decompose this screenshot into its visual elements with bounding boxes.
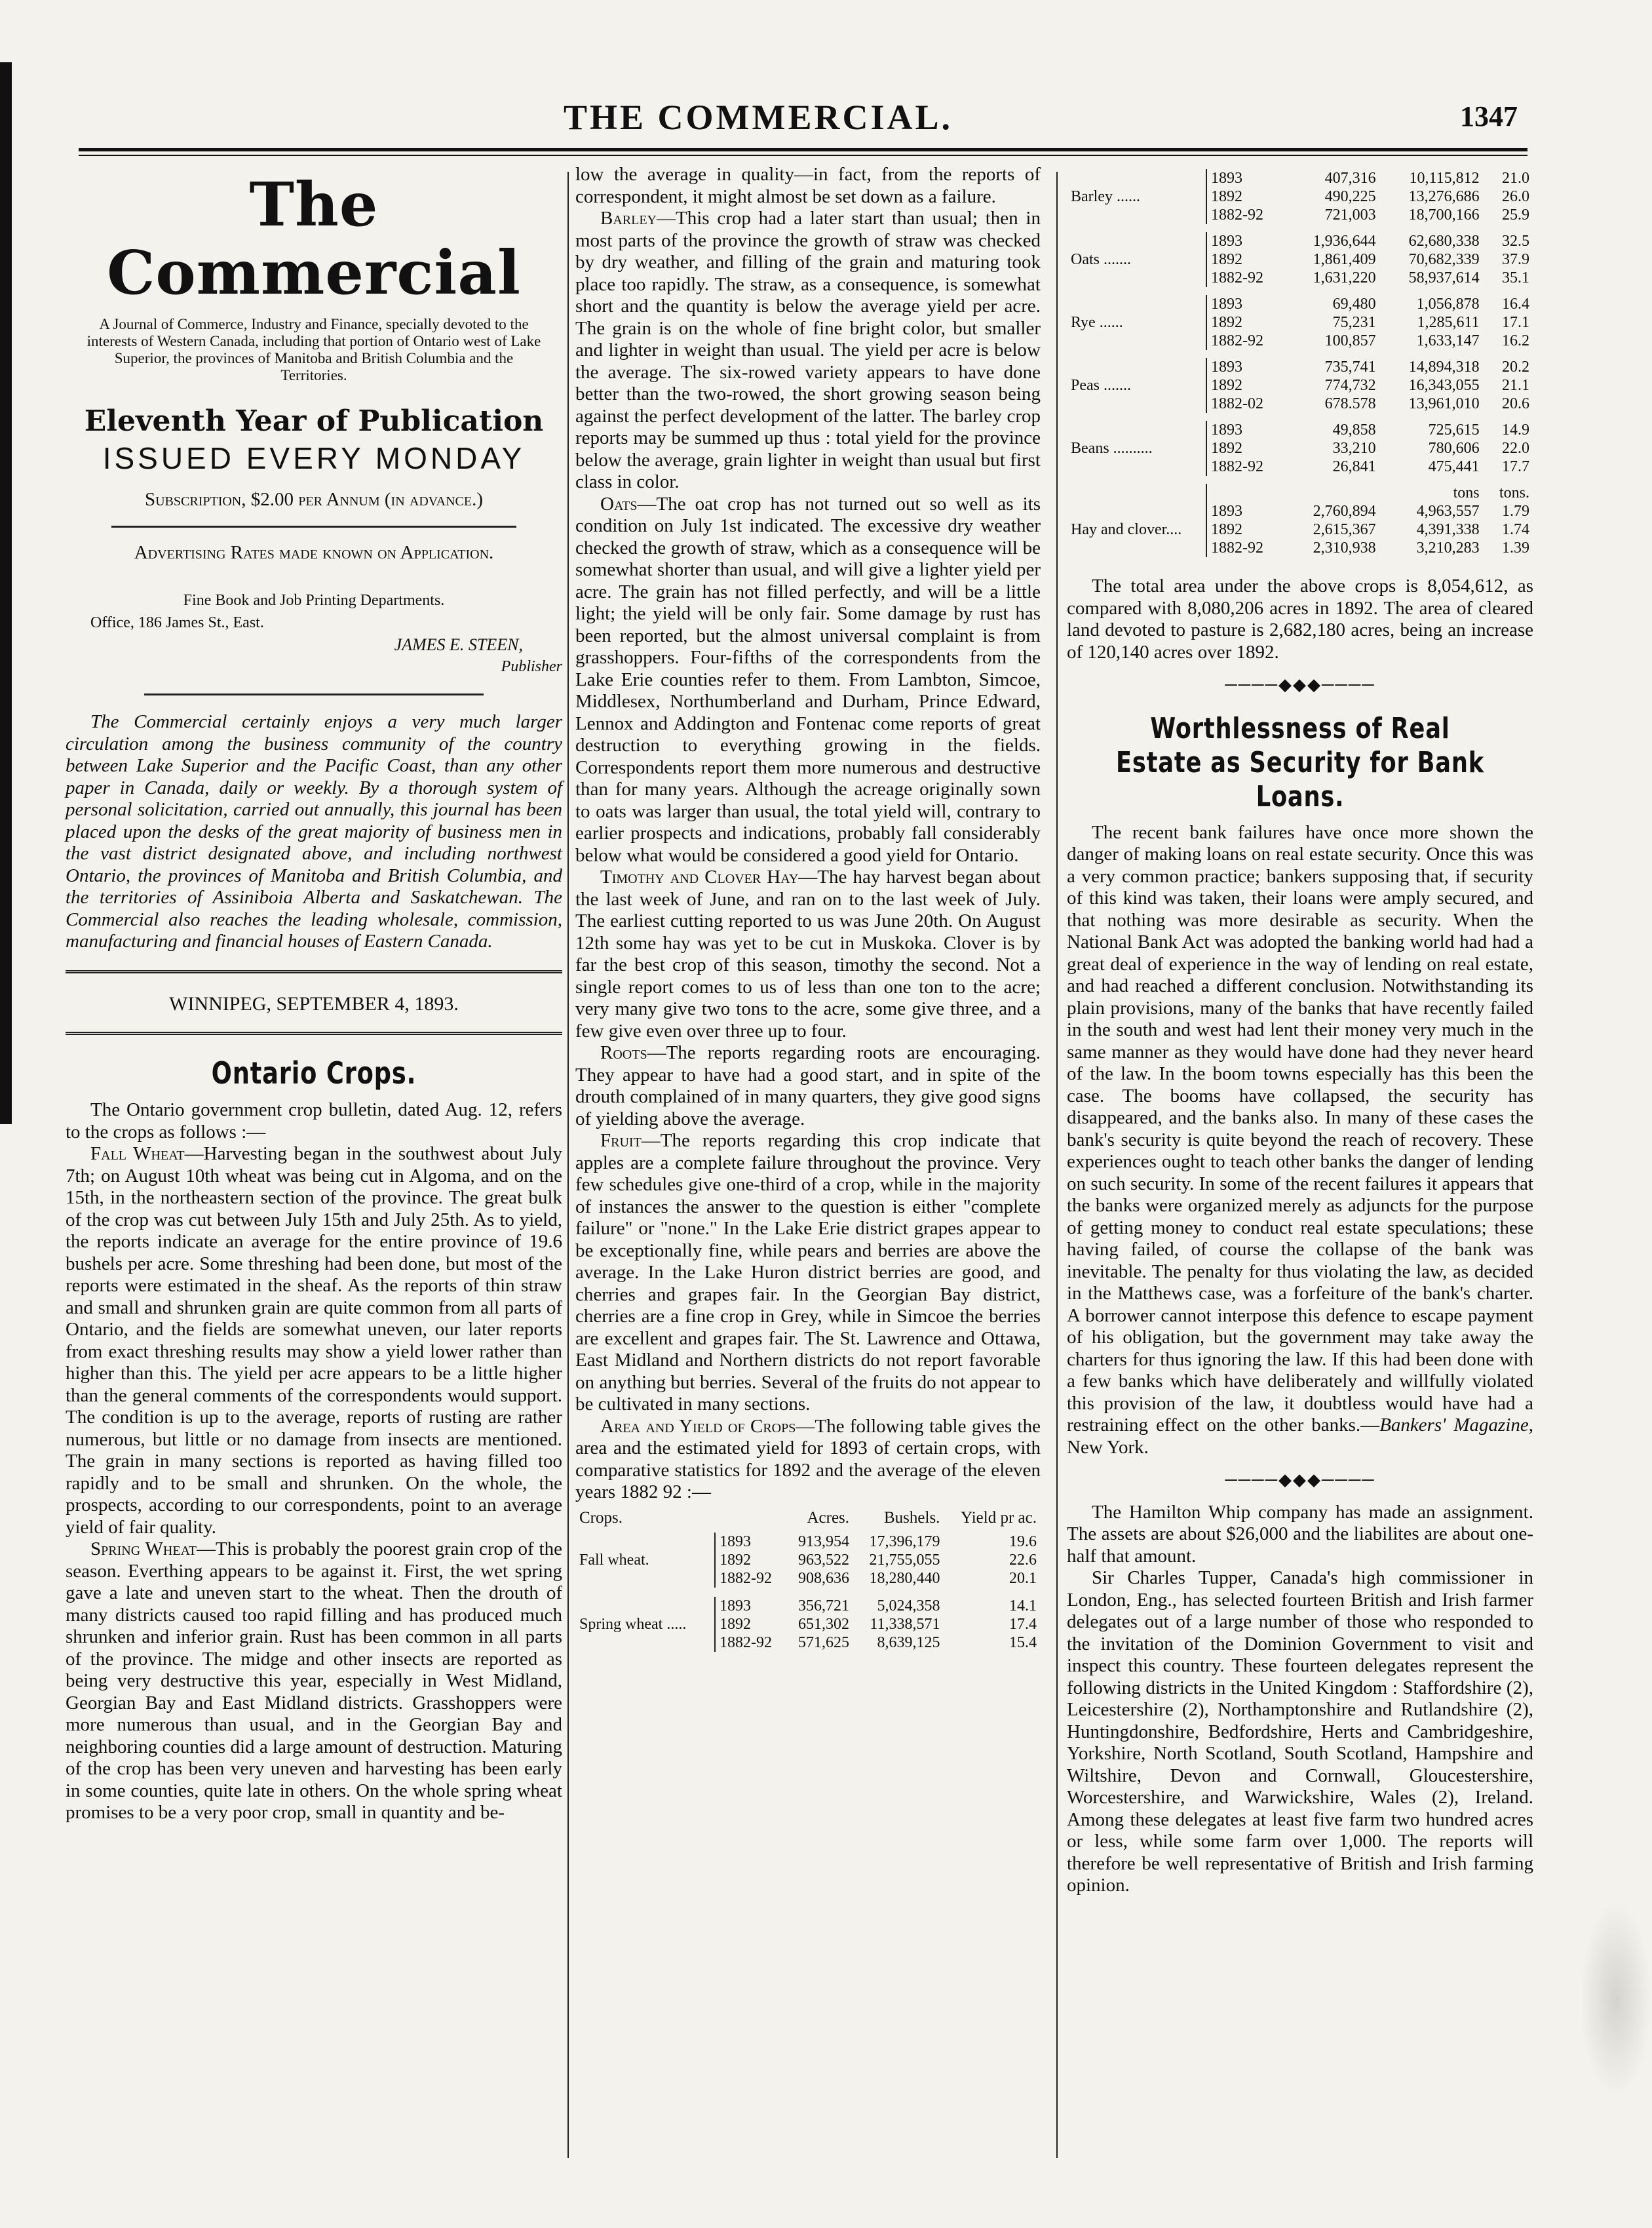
value-cell: 26.0	[1502, 188, 1529, 205]
value-cell	[1286, 484, 1379, 502]
table-row	[1067, 206, 1533, 224]
value-cell: 16,343,055	[1408, 377, 1480, 394]
column-3	[1067, 164, 1533, 1897]
value-cell: 18,280,440	[869, 1569, 940, 1587]
value-cell: 25.9	[1502, 206, 1529, 224]
barley-paragraph: Barley—This crop had a later start than usual; then in most parts of the province the growth of straw was checked by dry weather, and filling of the grain and maturing took place too rapidly. The straw, as a consequence, is somewhat short and the quantity is below the average yield per acre. The grain is on the whole of fine bright color, but smaller and lighter in weight than usual. The yield per acre is below the average. The six-rowed variety appears to have done better than the two-rowed, the short growing season being against the perfect development of the latter. The barley crop reports may be summed up thus : total yield for the province below the average, grain lighter in weight than usual but first class in color.	[575, 208, 1041, 492]
value-cell: 14,894,318	[1408, 359, 1480, 376]
value-cell: 4,391,338	[1416, 521, 1480, 538]
value-cell: 16.4	[1502, 296, 1529, 313]
article-title-ontario-crops: Ontario Crops.	[211, 1055, 417, 1091]
area-paragraph: Area and Yield of Crops—The following table gives the area and the estimated yield for 1893 of certain crops, with comparative statistics for 1892 and the average of the eleven years 1882 92 :—	[575, 1415, 1041, 1502]
running-head: THE COMMERCIAL.	[564, 98, 953, 137]
roots-paragraph: Roots—The reports regarding roots are encouraging. They appear to have had a good start, and in spite of the drouth complained of in many quarters, they give good signs of yielding above the average.	[575, 1042, 1041, 1129]
spring-wheat-continued: low the average in quality—in fact, from the reports of correspondent, it might almost be set down as a failure.	[575, 164, 1041, 207]
value-cell: 1,285,611	[1417, 314, 1480, 331]
crop-name	[1067, 269, 1206, 287]
column-rule	[567, 172, 569, 2158]
value-cell: 8,639,125	[877, 1633, 940, 1651]
value-cell: 735,741	[1324, 359, 1376, 376]
year-cell: 1893	[1206, 169, 1286, 187]
crop-name	[1067, 232, 1206, 250]
year-cell: 1893	[1206, 421, 1286, 439]
hamilton-item: The Hamilton Whip company has made an assignment. The assets are about $26,000 and the liabilites are about one-half that amount.	[1067, 1501, 1533, 1567]
table-row	[1067, 520, 1533, 539]
year-cell: 1893	[715, 1533, 785, 1551]
crop-name: Fall wheat.	[579, 1551, 649, 1569]
crop-name	[575, 1597, 715, 1615]
value-cell: 15.4	[1009, 1633, 1037, 1651]
table-row	[1067, 232, 1533, 250]
value-cell: 10,115,812	[1409, 170, 1480, 187]
value-cell: 407,316	[1324, 170, 1376, 187]
advertising-line: Advertising Rates made known on Application.	[134, 541, 494, 563]
spacer-row	[575, 1652, 1041, 1661]
spacer-row	[1067, 287, 1533, 295]
value-cell: 908,636	[798, 1569, 850, 1587]
table-row	[1067, 395, 1533, 413]
value-cell: 2,310,938	[1313, 539, 1376, 557]
value-cell: 14.9	[1502, 421, 1529, 439]
value-cell: 5,024,358	[877, 1597, 940, 1614]
value-cell: 1.39	[1502, 539, 1529, 557]
value-cell: 20.2	[1502, 359, 1529, 376]
value-cell: 13,961,010	[1408, 395, 1480, 412]
publisher-name: JAMES E. STEEN,	[394, 635, 523, 654]
circulation-notice: The Commercial certainly enjoys a very much larger circulation among the business community of the country between Lake Superior and the Pacific Coast, than any other paper in Canada, daily or weekly. By a thorough system of personal solicitation, carried out annually, this journal has been placed upon the desks of the great majority of business men in the vast district designated above, and including northwest Ontario, the provinces of Manitoba and British Columbia, and the territories of Assiniboia Alberta and Saskatchewan. The Commercial also reaches the leading wholesale, commission, manufacturing and financial houses of Eastern Canada.	[66, 711, 562, 952]
spacer-row	[1067, 224, 1533, 232]
value-cell: 20.6	[1502, 395, 1529, 412]
table-row	[1067, 484, 1533, 502]
value-cell: 75,231	[1332, 314, 1376, 331]
hay-paragraph: Timothy and Clover Hay—The hay harvest began about the last week of June, and ran on to the last week of July. The earliest cutting reported to us was June 20th. On August 12th some hay was yet to be cut in Muskoka. Clover is by far the best crop of this season, timothy the second. Not a single report comes to us of less than one ton to the acre; very many give two tons to the acre, some give three, and a few give even over three up to four.	[575, 867, 1041, 1042]
value-cell: 100,857	[1324, 332, 1376, 349]
year-cell: 1882-92	[715, 1633, 785, 1652]
scan-smudge	[1580, 1901, 1652, 2098]
column-header: Bushels.	[884, 1508, 940, 1527]
table-row	[1067, 313, 1533, 332]
value-cell: 356,721	[798, 1597, 850, 1614]
value-cell: 963,522	[798, 1551, 850, 1569]
column-header: Crops.	[579, 1508, 623, 1527]
ornament-divider: ────◆◆◆────	[1225, 1470, 1375, 1489]
value-cell: 1,633,147	[1416, 332, 1480, 349]
table-row	[575, 1569, 1041, 1588]
year-cell: 1892	[1206, 187, 1286, 206]
value-cell: 69,480	[1332, 296, 1376, 313]
issue-frequency: ISSUED EVERY MONDAY	[102, 441, 526, 475]
crop-name	[1067, 484, 1206, 502]
year-cell: 1893	[1206, 358, 1286, 376]
value-cell: 1,936,644	[1313, 233, 1376, 250]
year-cell: 1882-92	[715, 1569, 785, 1588]
value-cell: 913,954	[798, 1533, 850, 1550]
ornament-divider: ────◆◆◆────	[1225, 675, 1375, 694]
article-title-banks: Worthlessness of Real Estate as Security for Bank Loans.	[1116, 711, 1484, 813]
year-cell: 1893	[1206, 502, 1286, 520]
crop-name: Rye ......	[1071, 314, 1123, 331]
crop-summary: The total area under the above crops is 8,054,612, as compared with 8,080,206 acres in 1892. The area of cleared land devoted to pasture is 2,682,180 acres, being an increase of 120,140 acres over 1892.	[1067, 576, 1533, 663]
double-rule	[66, 1032, 562, 1038]
value-cell: 2,615,367	[1313, 521, 1376, 538]
value-cell: 35.1	[1502, 269, 1529, 286]
table-row	[575, 1615, 1041, 1633]
year-cell: 1893	[1206, 232, 1286, 250]
value-cell: 1.74	[1502, 521, 1529, 538]
crop-name	[575, 1633, 715, 1652]
spacer-row	[1067, 476, 1533, 484]
year-cell: 1893	[1206, 295, 1286, 313]
table-row	[1067, 269, 1533, 287]
masthead-description: A Journal of Commerce, Industry and Finance, specially devoted to the interests of Western Canada, including that portion of Ontario west of Lake Superior, the provinces of Manitoba and British Columbia and the Territories.	[86, 316, 541, 383]
crop-name	[1067, 358, 1206, 376]
table-row	[1067, 458, 1533, 476]
crop-name	[575, 1569, 715, 1588]
value-cell: 21.0	[1502, 170, 1529, 187]
crop-name	[1067, 295, 1206, 313]
crop-name	[1067, 421, 1206, 439]
crop-name	[1067, 169, 1206, 187]
value-cell: 3,210,283	[1416, 539, 1480, 557]
year-cell: 1882-92	[1206, 332, 1286, 350]
crop-name: Beans ..........	[1071, 440, 1153, 457]
crop-name: Spring wheat .....	[579, 1615, 687, 1633]
spring-wheat-paragraph: Spring Wheat—This is probably the poorest grain crop of the season. Everthing appears to be against it. First, the wet spring gave a late and uneven start to the wheat. Then the drouth of many districts caused too rapid filling and has produced much shrunken and inferior grain. Rust has been common in all parts of the province. The midge and other insects are reported as being very destructive this year, especially in West Midland, Georgian Bay and East Midland districts. Grasshoppers were more numerous than usual, and in the Georgian Bay and neighboring counties did a large amount of destruction. Maturing of the crop has been very uneven and harvesting has been early in some counties, quite late in others. On the whole spring wheat promises to be a very poor crop, small in quantity and be-	[66, 1538, 562, 1823]
column-1	[66, 164, 562, 1824]
crop-name	[1067, 502, 1206, 520]
value-cell: 1,631,220	[1313, 269, 1376, 286]
printing-line: Fine Book and Job Printing Departments.	[183, 592, 445, 609]
value-cell: 13,276,686	[1408, 188, 1480, 205]
table-row	[575, 1533, 1041, 1551]
masthead-title: The Commercial	[107, 169, 521, 308]
value-cell: 11,338,571	[870, 1615, 940, 1633]
crop-name: Barley ......	[1071, 188, 1140, 205]
table-row	[1067, 439, 1533, 458]
value-cell: 725,615	[1428, 421, 1480, 439]
table-row	[1067, 421, 1533, 439]
year-cell	[1206, 484, 1286, 502]
value-cell: 33,210	[1332, 440, 1376, 457]
value-cell: 58,937,614	[1408, 269, 1480, 286]
year-cell: 1892	[1206, 313, 1286, 332]
value-cell: 17,396,179	[869, 1533, 940, 1550]
fruit-paragraph: Fruit—The reports regarding this crop indicate that apples are a complete failure throughout the province. Very few schedules give one-third of a crop, while in the majority of instances the answer to the question is either "complete failure" or "none." In the Lake Erie district grapes appear to be exceptionally fine, while pears and berries are above the average. In the Lake Huron district berries are good, and cherries and grapes fair. In the Georgian Bay district, cherries are a fine crop in Grey, while in Simcoe the berries are excellent and grapes fair. The St. Lawrence and Ottawa, East Midland and Northern districts do not report favorable on anything but berries. Several of the fruits do not appear to be cultivated in many sections.	[575, 1130, 1041, 1415]
value-cell: 14.1	[1009, 1597, 1037, 1614]
value-cell: 26,841	[1332, 458, 1376, 475]
office-line: Office, 186 James St., East.	[90, 614, 264, 631]
year-cell: 1882-92	[1206, 458, 1286, 476]
publication-year: Eleventh Year of Publication	[84, 404, 544, 438]
fall-wheat-paragraph: Fall Wheat—Harvesting began in the southwest about July 7th; on August 10th wheat was being cut in Algoma, and on the 15th, in the northeastern section of the province. The great bulk of the crop was cut between July 15th and July 25th. As to yield, the reports indicate an average for the entire province of 19.6 bushels per acre. Some threshing had been done, but most of the reports were estimated in the sheaf. As the reports of thin straw and small and shrunken grain are quite common from all parts of Ontario, and the fields are somewhat uneven, our later reports from exact threshing results may show a yield lower rather than higher than this. The yield per acre appears to be a little higher than the general comments of the correspondents would support. The condition is up to the average, reports of rusting are rather numerous, but little or no damage from insects are mentioned. The grain in many sections is reported as having filled too rapidly and to be small and shrunken. On the whole, the prospects, according to our correspondents, point to an average yield of fair quality.	[66, 1143, 562, 1538]
table-row	[1067, 250, 1533, 269]
crop-name	[575, 1533, 715, 1551]
crop-name: Hay and clover....	[1071, 521, 1182, 538]
table-row	[1067, 502, 1533, 520]
value-cell: 774,732	[1324, 377, 1376, 394]
crop-name	[1067, 458, 1206, 476]
year-cell: 1882-92	[1206, 539, 1286, 557]
value-cell: 19.6	[1009, 1533, 1037, 1550]
value-cell: 37.9	[1502, 251, 1529, 268]
value-cell: 21,755,055	[869, 1551, 940, 1569]
value-cell: 22.0	[1502, 440, 1529, 457]
column-2	[575, 164, 1041, 1671]
value-cell: 18,700,166	[1408, 206, 1480, 224]
crop-name	[1067, 539, 1206, 557]
value-cell: 1,861,409	[1313, 251, 1376, 268]
year-cell: 1892	[1206, 520, 1286, 539]
year-cell: 1892	[1206, 439, 1286, 458]
value-cell: 17.7	[1502, 458, 1529, 475]
column-header: Acres.	[807, 1508, 850, 1527]
value-cell: 21.1	[1502, 377, 1529, 394]
subscription-line: Subscription, $2.00 per Annum (in advance.)	[144, 489, 483, 510]
publisher-title: Publisher	[501, 657, 562, 675]
crop-name	[1067, 206, 1206, 224]
year-cell: 1882-02	[1206, 395, 1286, 413]
value-cell: 17.4	[1009, 1615, 1037, 1633]
value-cell: 571,625	[798, 1633, 850, 1651]
table-row	[1067, 169, 1533, 187]
value-cell: 475,441	[1428, 458, 1480, 475]
header-rule	[79, 148, 1527, 151]
header-rule-thin	[79, 155, 1527, 156]
value-cell: 490,225	[1324, 188, 1376, 205]
scan-edge	[0, 62, 12, 1124]
column-header: Yield pr ac.	[961, 1508, 1037, 1527]
dateline: WINNIPEG, SEPTEMBER 4, 1893.	[169, 992, 459, 1015]
value-cell: tons.	[1499, 484, 1529, 501]
crop-name	[1067, 395, 1206, 413]
value-cell: 17.1	[1502, 314, 1529, 331]
banks-body: The recent bank failures have once more shown the danger of making loans on real estate security. Once this was a very common practice; bankers supposing that, if security of this kind was taken, their loans were amply secured, and that nothing was more desirable as security. When the National Bank Act was adopted the banking world had had a great deal of experience in the way of lending on real estate, and had reached a different conclusion. Notwithstanding its plain provisions, many of the banks that have recently failed in the south and west had lent their money very much in the same manner as they would have done had they never heard of the law. In the boom towns especially has this been the case. The booms have collapsed, the security has disappeared, and the banks also. In many of these cases the bank's security is quite beyond the reach of recovery. These experiences ought to teach other banks the danger of lending on such security. In some of the recent failures it appears that the banks were organized merely as adjuncts for the purpose of getting money to conduct real estate speculations; these having failed, of course the collapse of the bank was inevitable. The penalty for thus violating the law, as decided in the Matthews case, was a forfeiture of the bank's charter. A borrower cannot interpose this defence to escape payment of his obligation, but the government may take away the charters for thus ignoring the law. If this had been done with a few banks which have deliberately and willfully violated this provision of the law, it doubtless would have had a restraining effect on the other banks.—Bankers' Magazine, New York.	[1067, 821, 1533, 1458]
table-row	[575, 1551, 1041, 1569]
value-cell: 70,682,339	[1408, 251, 1480, 268]
year-cell: 1882-92	[1206, 269, 1286, 287]
value-cell: 20.1	[1009, 1569, 1037, 1587]
value-cell: 1.79	[1502, 503, 1529, 520]
crop-table-continued	[1067, 169, 1533, 565]
article-intro: The Ontario government crop bulletin, dated Aug. 12, refers to the crops as follows :—	[66, 1099, 562, 1143]
spacer-row	[1067, 413, 1533, 421]
crop-name: Peas .......	[1071, 377, 1131, 394]
year-cell: 1882-92	[1206, 206, 1286, 224]
value-cell: 651,302	[798, 1615, 850, 1633]
spacer-row	[1067, 557, 1533, 565]
value-cell: 678.578	[1324, 395, 1376, 412]
value-cell: 22.6	[1009, 1551, 1037, 1569]
value-cell: tons	[1453, 484, 1480, 501]
value-cell: 62,680,338	[1408, 233, 1480, 250]
year-cell: 1892	[1206, 376, 1286, 395]
value-cell: 2,760,894	[1313, 503, 1376, 520]
table-row	[575, 1597, 1041, 1615]
double-rule	[66, 970, 562, 976]
divider	[111, 526, 516, 528]
table-row	[1067, 539, 1533, 557]
crop-table	[575, 1509, 1041, 1661]
table-row	[1067, 187, 1533, 206]
year-cell: 1892	[715, 1551, 785, 1569]
value-cell: 4,963,557	[1416, 503, 1480, 520]
spacer-row	[1067, 350, 1533, 358]
table-header-row	[575, 1509, 1041, 1533]
divider	[144, 694, 484, 695]
table-row	[1067, 376, 1533, 395]
column-rule	[1056, 172, 1058, 2158]
crop-name: Oats .......	[1071, 251, 1131, 268]
table-row	[1067, 332, 1533, 350]
spacer-row	[575, 1588, 1041, 1597]
value-cell: 721,003	[1324, 206, 1376, 224]
value-cell: 32.5	[1502, 233, 1529, 250]
table-row	[1067, 358, 1533, 376]
table-row	[575, 1633, 1041, 1652]
table-row	[1067, 295, 1533, 313]
page-number: 1347	[1460, 100, 1518, 132]
year-cell: 1892	[715, 1615, 785, 1633]
value-cell: 780,606	[1428, 440, 1480, 457]
oats-paragraph: Oats—The oat crop has not turned out so well as its condition on July 1st indicated. The excessive dry weather checked the growth of straw, which as a consequence will be somewhat shorter than usual, and will give a lighter yield per acre. The grain has not filled perfectly, and will be a little light; the yield will be only fair. Some damage by rust has been reported, but the almost universal complaint is from grasshoppers. Four-fifths of the correspondents from the Lake Erie counties refer to them. From Lambton, Simcoe, Middlesex, Northumberland and Durham, Prince Edward, Lennox and Addington and Fontenac come reports of great destruction to everything growing in the fields. Correspondents report them more numerous and destructive than for many years. Although the acreage originally sown to oats was larger than usual, the total yield will, contrary to earlier prospects and indications, probably fall considerably below what would be considered a good yield for Ontario.	[575, 493, 1041, 866]
tupper-item: Sir Charles Tupper, Canada's high commissioner in London, Eng., has selected fourteen British and Irish farmer delegates out of a large number of those who responded to the invitation of the Dominion Government to visit and inspect this country. These fourteen delegates represent the following districts in the United Kingdom : Staffordshire (2), Leicestershire (2), Northamptonshire and Rutlandshire (2), Huntingdonshire, Bedfordshire, Herts and Cambridgeshire, Yorkshire, North Scotland, South Scotland, Hampshire and Wiltshire, Devon and Cornwall, Gloucestershire, Worcestershire, and Warwickshire, Wales (2), Ireland. Among these delegates at least five farm two hundred acres or less, while some farm over 1,000. The reports will therefore be well representative of British and Irish farming opinion.	[1067, 1567, 1533, 1896]
year-cell: 1893	[715, 1597, 785, 1615]
value-cell: 16.2	[1502, 332, 1529, 349]
year-cell: 1892	[1206, 250, 1286, 269]
value-cell: 49,858	[1332, 421, 1376, 439]
value-cell: 1,056,878	[1416, 296, 1480, 313]
crop-name	[1067, 332, 1206, 350]
